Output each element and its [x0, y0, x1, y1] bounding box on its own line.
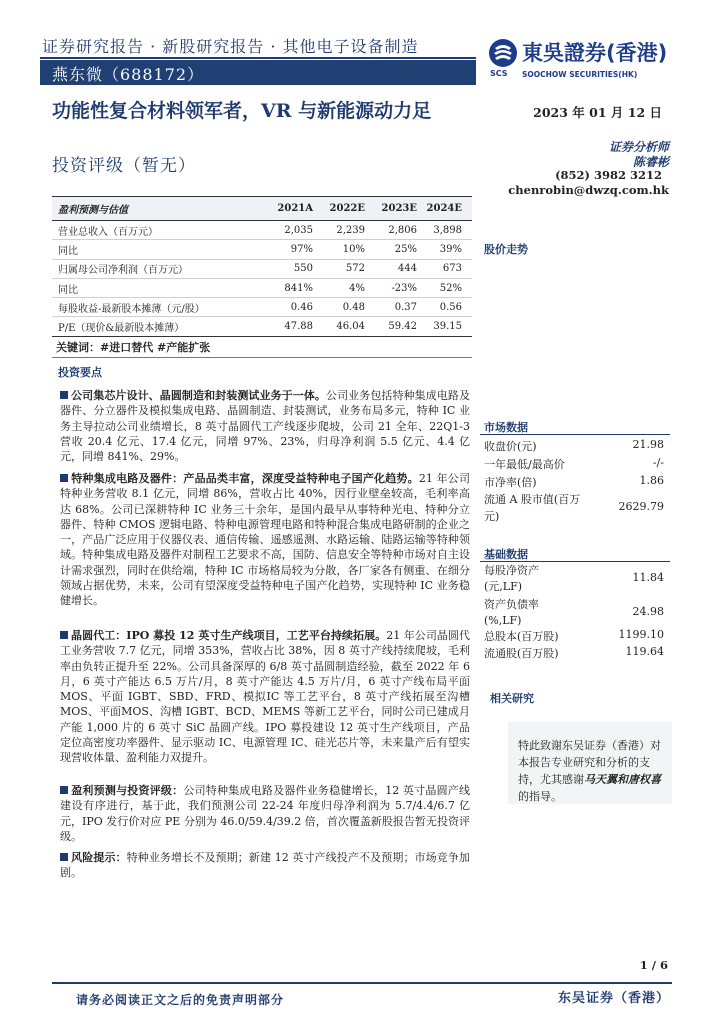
value-cell: 97% — [263, 240, 313, 259]
table-row — [52, 298, 472, 317]
acknowledgement-text — [518, 737, 668, 805]
forecast-header-cell: 2021A — [263, 197, 313, 221]
basic-label: 流通股(百万股) — [484, 647, 559, 660]
forecast-header-cell: 盈利预测与估值 — [52, 197, 263, 221]
logo-chinese-name: 東吳證券(香港) — [522, 41, 668, 65]
basic-label: 总股本(百万股) — [484, 630, 559, 643]
investment-point — [60, 471, 470, 609]
value-cell: 25% — [365, 240, 417, 259]
forecast-header-cell: 2023E — [365, 197, 417, 221]
basic-value: 11.84 — [632, 571, 664, 584]
report-title: 功能性复合材料领军者，VR 与新能源动力足 — [52, 100, 432, 122]
soochow-logo-icon — [488, 38, 518, 68]
value-cell: 2,239 — [313, 221, 365, 240]
basic-row — [484, 563, 664, 595]
market-row — [484, 438, 664, 455]
row-label-cell: 每股收益-最新股本摊薄（元/股） — [52, 298, 263, 317]
value-cell: 550 — [263, 259, 313, 278]
value-cell: 444 — [365, 259, 417, 278]
basic-data-rule — [480, 561, 670, 562]
forecast-header-cell: 2024E — [417, 197, 472, 221]
market-value: -/- — [652, 456, 664, 469]
forecast-table — [52, 196, 472, 337]
analyst-name: 陈睿彬 — [632, 155, 669, 169]
value-cell: 0.46 — [263, 298, 313, 317]
basic-row — [484, 628, 664, 645]
ack-tail: 的指导。 — [518, 790, 562, 803]
point-heading: 公司集芯片设计、晶圆制造和封装测试业务于一体。 — [71, 389, 326, 402]
price-chart-heading: 股价走势 — [484, 243, 528, 256]
table-row — [52, 240, 472, 259]
row-label-cell: 同比 — [52, 240, 263, 259]
point-text: 特种业务增长不及预期；新建 12 英寸产线投产不及预期；市场竞争加剧。 — [60, 851, 470, 880]
disclaimer-notice: 请务必阅读正文之后的免责声明部分 — [76, 993, 285, 1007]
investment-point — [60, 850, 470, 881]
value-cell: 4% — [313, 278, 365, 297]
table-row — [52, 317, 472, 336]
value-cell: 39% — [417, 240, 472, 259]
value-cell: -23% — [365, 278, 417, 297]
row-label-cell: 同比 — [52, 278, 263, 297]
market-value: 2629.79 — [618, 500, 664, 513]
value-cell: 59.42 — [365, 317, 417, 336]
value-cell: 3,898 — [417, 221, 472, 240]
footer-rule — [52, 982, 672, 984]
analyst-role: 证券分析师 — [608, 140, 669, 154]
point-text: 21 年公司晶圆代工业务营收 7.7 亿元，同增 353%，营收占比 38%，因 8 英寸产线持续爬坡，毛利率由负转正提升至 22%。公司具备深厚的 6/8 英寸晶圆制造经验，截至 2022 年 6 月，6 英寸产能达 6.5 万片/月，8 英寸产能达 4.5 万片/月，6 英寸产线布局平面 MOS、平面 IGBT、SBD、FRD、模拟IC 等工艺平台，8 英寸产线拓展至沟槽MOS、平面MOS、沟槽 IGBT、BCD、MEMS 等新工艺平台，同时公司已建成月产能 1,000 片的 6 英寸 SiC 晶圆产线。IPO 募投建设 12 英寸生产线项目，产品定位高密度功率器件、显示驱动 IC、电源管理 IC、硅光芯片等，未来量产后有望实现营收体量、盈利能力双提升。 — [60, 629, 470, 765]
table-row — [52, 221, 472, 240]
market-label: 流通 A 股市值(百万元) — [484, 493, 581, 523]
logo-abbreviation: SCS — [490, 69, 508, 78]
market-label: 收盘价(元) — [484, 440, 537, 453]
keywords: 关键词：#进口替代 #产能扩张 — [56, 341, 211, 354]
header-rule — [40, 57, 476, 59]
basic-label: 资产负债率(%,LF) — [484, 598, 539, 627]
investment-rating: 投资评级（暂无） — [52, 156, 196, 176]
market-data-list — [484, 438, 664, 528]
table-row — [52, 278, 472, 297]
row-label-cell: 归属母公司净利润（百万元） — [52, 259, 263, 278]
related-research-heading: 相关研究 — [490, 692, 534, 705]
value-cell: 673 — [417, 259, 472, 278]
row-label-cell: P/E（现价&最新股本摊薄） — [52, 317, 263, 336]
bullet-square-icon — [60, 853, 68, 861]
analyst-phone: (852) 3982 3212 — [555, 168, 662, 182]
point-heading: 盈利预测与投资评级： — [71, 784, 184, 797]
bullet-square-icon — [60, 474, 68, 482]
page-number: 1 / 6 — [639, 958, 668, 972]
row-label-cell: 营业总收入（百万元） — [52, 221, 263, 240]
section-rule — [52, 357, 472, 358]
footer-brand: 东吴证券（香港） — [557, 991, 670, 1006]
bullet-square-icon — [60, 631, 68, 639]
investment-points-heading: 投资要点 — [58, 366, 102, 379]
investment-point — [60, 388, 470, 464]
basic-row — [484, 645, 664, 662]
market-data-heading: 市场数据 — [484, 421, 528, 434]
report-date: 2023 年 01 月 12 日 — [533, 105, 662, 120]
value-cell: 47.88 — [263, 317, 313, 336]
point-text: 21 年公司特种业务营收 8.1 亿元，同增 86%，营收占比 40%，因行业壁垒较高，毛利率高达 68%。公司已深耕特种 IC 业务三十余年，是国内最早从事特种光电、特种分立器件、特种 CMOS 逻辑电路、特种电源管理电路和特种混合集成电路研制的企业之一，产品广泛应用于仪器仪表、通信传输、遥感遥测、水路运输、陆路运输等特种领域。特种集成电路及器件对制程工艺要求不高，国防、信息安全等特种市场对自主设计需求强烈，同时在供给端，特种 IC 市场格局较为分散，各厂家各有侧重、在细分领域占据优势，未来，公司有望深度受益特种电子国产化趋势，实现特种 IC 业务稳健增长。 — [60, 472, 470, 608]
value-cell: 572 — [313, 259, 365, 278]
point-heading: 晶圆代工：IPO 募投 12 英寸生产线项目，工艺平台持续拓展。 — [71, 629, 387, 642]
ack-names: 马天翼和唐权喜 — [584, 773, 661, 786]
forecast-header-row — [52, 197, 472, 221]
market-label: 一年最低/最高价 — [484, 458, 565, 471]
analyst-email: chenrobin@dwzq.com.hk — [508, 183, 669, 197]
market-row — [484, 456, 664, 473]
value-cell: 2,035 — [263, 221, 313, 240]
basic-data-list — [484, 563, 664, 663]
basic-value: 119.64 — [625, 645, 664, 658]
basic-row — [484, 597, 664, 629]
value-cell: 10% — [313, 240, 365, 259]
value-cell: 0.48 — [313, 298, 365, 317]
market-value: 1.86 — [639, 474, 664, 487]
point-text: 公司特种集成电路及器件业务稳健增长，12 英寸晶圆产线建设有序进行，基于此，我们预测公司 22-24 年度归母净利润为 5.7/4.4/6.7 亿元，IPO 发行价对应 PE 分别为 46.0/59.4/39.2 倍，首次覆盖新股报告暂无投资评级。 — [60, 784, 470, 843]
point-heading: 风险提示： — [71, 851, 127, 864]
report-category-line: 证券研究报告 · 新股研究报告 · 其他电子设备制造 — [42, 37, 419, 56]
value-cell: 0.37 — [365, 298, 417, 317]
basic-value: 1199.10 — [618, 628, 664, 641]
market-label: 市净率(倍) — [484, 476, 537, 489]
value-cell: 0.56 — [417, 298, 472, 317]
table-row — [52, 259, 472, 278]
basic-data-heading: 基础数据 — [484, 548, 528, 561]
value-cell: 46.04 — [313, 317, 365, 336]
value-cell: 841% — [263, 278, 313, 297]
basic-label: 每股净资产(元,LF) — [484, 564, 539, 593]
point-text: 公司业务包括特种集成电路及器件、分立器件及模拟集成电路、晶圆制造、封装测试，业务布局多元，特种 IC 业务主导拉动公司业绩增长，8 英寸晶圆代工产线逐步爬坡，公司 21 全年、22Q1-3 营收 20.4 亿元、17.4 亿元，同增 97%、23%，归母净利润 5.5 亿元、4.4 亿元，同增 841%、29%。 — [60, 389, 470, 464]
ack-body: 特此致谢东吴证券（香港）对本报告专业研究和分析的支持，尤其感谢 — [518, 739, 661, 786]
point-heading: 特种集成电路及器件：产品品类丰富，深度受益特种电子国产化趋势。 — [71, 472, 419, 485]
value-cell: 2,806 — [365, 221, 417, 240]
investment-point — [60, 628, 470, 766]
market-data-rule — [480, 434, 670, 435]
investment-point — [60, 783, 470, 844]
market-value: 21.98 — [632, 438, 664, 451]
bullet-square-icon — [60, 391, 68, 399]
value-cell: 52% — [417, 278, 472, 297]
market-row — [484, 491, 664, 525]
value-cell: 39.15 — [417, 317, 472, 336]
market-row — [484, 474, 664, 491]
logo-english-name: SOOCHOW SECURITIES(HK) — [522, 70, 638, 79]
forecast-header-cell: 2022E — [313, 197, 365, 221]
basic-value: 24.98 — [632, 605, 664, 618]
company-name: 燕东微（688172） — [52, 65, 205, 84]
bullet-square-icon — [60, 786, 68, 794]
